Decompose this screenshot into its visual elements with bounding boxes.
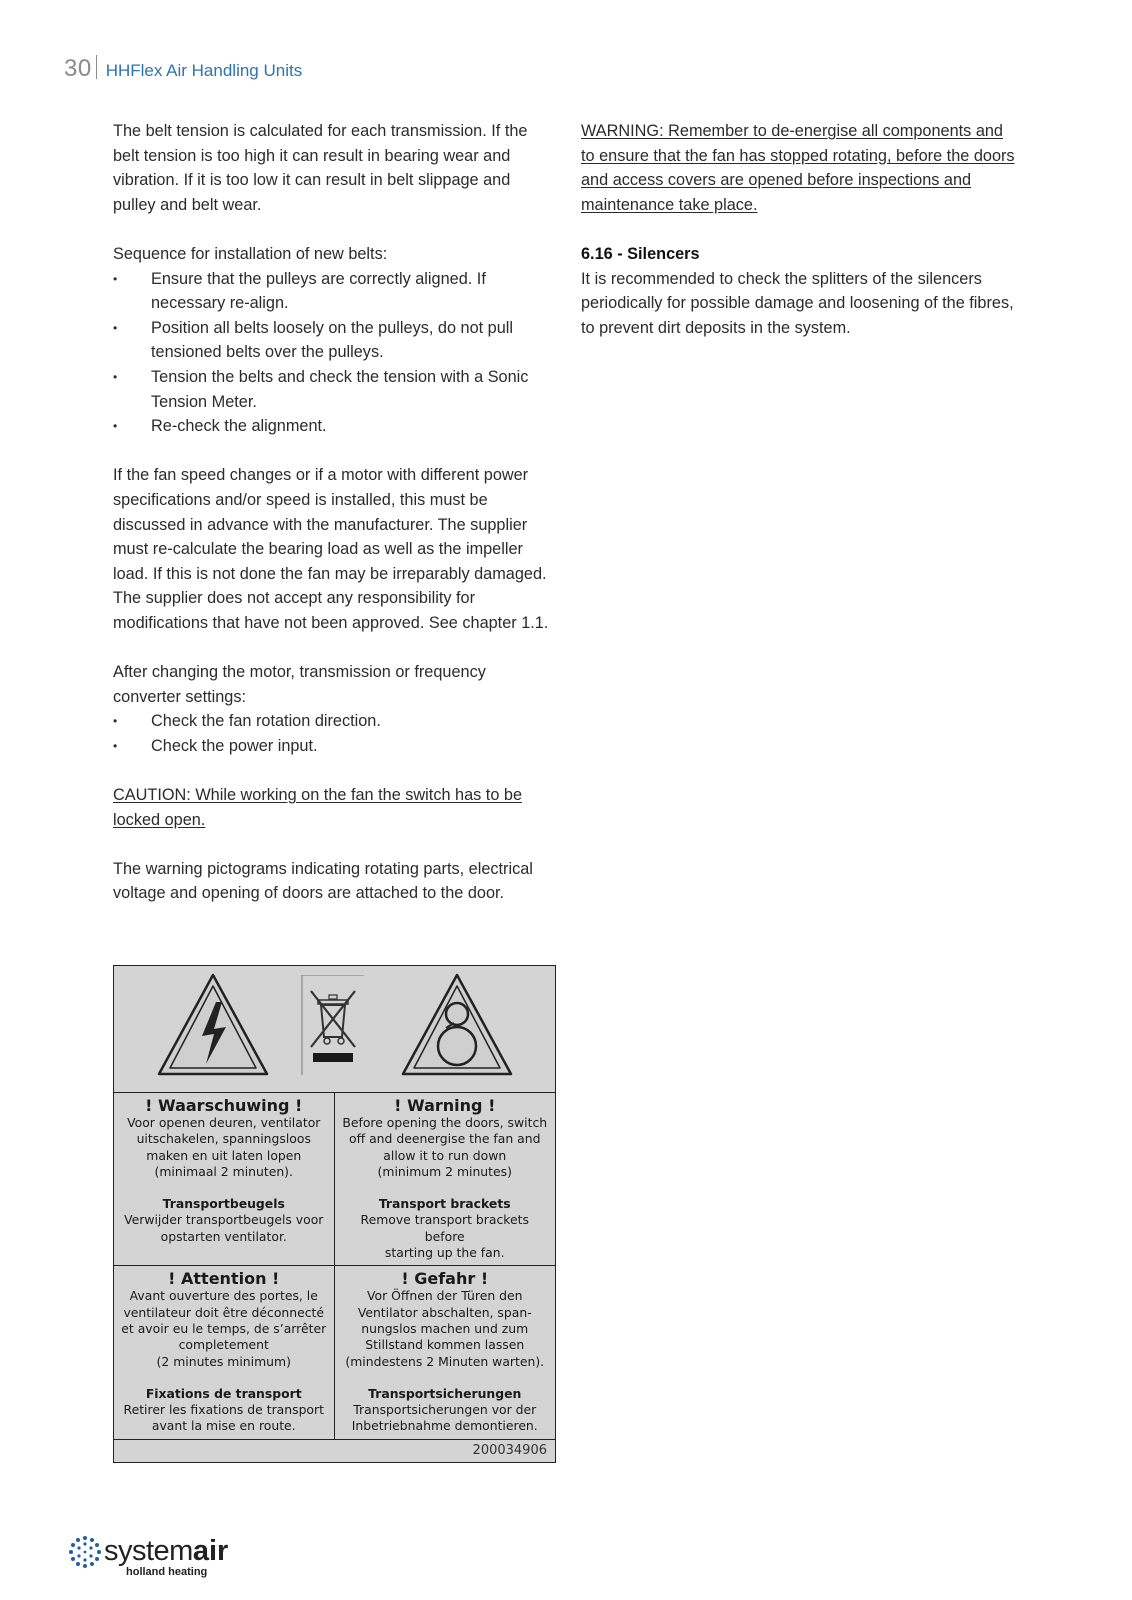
belt-tension-paragraph: The belt tension is calculated for each transmission. If the belt tension is too high it can result in bearing wear and vibration. If it is too low it can result in belt slippage and pulley and belt wear. (113, 122, 528, 214)
list-item: • Check the power input. (113, 734, 557, 759)
transport-line: opstarten ventilator. (160, 1228, 287, 1244)
transport-heading: Transportsicherungen (368, 1385, 522, 1401)
warning-line: (2 minutes minimum) (156, 1353, 291, 1369)
list-item: • Position all belts loosely on the pulleys, do not pull tensioned belts over the pulleys. (113, 316, 557, 365)
transport-heading: Transport brackets (378, 1196, 511, 1212)
high-voltage-warning-icon (156, 972, 270, 1078)
sequence-intro: Sequence for installation of new belts: (113, 244, 388, 263)
warning-line: (minimaal 2 minuten). (154, 1163, 293, 1179)
transport-line: starting up the fan. (384, 1245, 505, 1261)
transport-line: Inbetriebnahme demontieren. (351, 1418, 538, 1434)
warning-sign-label (113, 965, 556, 1463)
german-warning-cell (335, 1266, 556, 1439)
warning-line: Before opening the doors, switch (342, 1115, 548, 1130)
warning-title: ! Gefahr ! (401, 1269, 489, 1289)
after-change-intro: After changing the motor, transmission or frequency converter settings: (113, 663, 486, 706)
warning-line: off and deenergise the fan and (349, 1131, 541, 1147)
header-divider (96, 55, 97, 79)
transport-line: Retirer les fixations de transport (123, 1402, 324, 1418)
transport-heading: Fixations de transport (145, 1385, 302, 1401)
transport-line: Remove transport brackets before (360, 1212, 529, 1244)
warning-line: (minimum 2 minutes) (377, 1163, 512, 1179)
sequence-list (113, 267, 557, 439)
transport-line: Verwijder transportbeugels voor (124, 1212, 324, 1228)
warning-line: Ventilator abschalten, span- (357, 1304, 532, 1320)
warning-line: uitschakelen, spanningsloos (136, 1131, 311, 1147)
french-warning-cell (114, 1266, 335, 1439)
brand-bold: air (192, 1535, 229, 1567)
warning-line: (mindestens 2 Minuten warten). (345, 1353, 545, 1369)
page-header (64, 52, 302, 83)
english-warning-cell (335, 1093, 556, 1266)
transport-line: avant la mise en route. (151, 1418, 296, 1434)
warning-line: Avant ouverture des portes, le (129, 1288, 318, 1304)
caution-note: CAUTION: While working on the fan the switch has to be locked open. (113, 786, 523, 829)
transport-heading: Transportbeugels (162, 1196, 285, 1212)
silencers-paragraph: It is recommended to check the splitters of the silencers periodically for possible damage and loosening of the fibres, to prevent dirt deposits in the system. (581, 269, 1014, 337)
list-item: • Tension the belts and check the tension with a Sonic Tension Meter. (113, 365, 557, 414)
page-number: 30 (64, 55, 92, 82)
warning-line: nungslos machen und zum (361, 1320, 529, 1336)
right-column (581, 119, 1021, 365)
warning-line: allow it to run down (383, 1147, 507, 1163)
weee-crossed-bin-icon (301, 975, 365, 1075)
warning-line: Stillstand kommen lassen (365, 1337, 525, 1353)
warning-title: ! Warning ! (394, 1096, 496, 1115)
warning-line: et avoir eu le temps, de s’arrêter (121, 1320, 327, 1336)
warning-line: ventilateur doit être déconnecté (123, 1304, 325, 1320)
brand-light: system (104, 1535, 193, 1567)
document-title: HHFlex Air Handling Units (105, 61, 303, 80)
warning-title: ! Waarschuwing ! (145, 1096, 303, 1115)
warning-line: Voor openen deuren, ventilator (127, 1115, 321, 1130)
list-item: • Ensure that the pulleys are correctly aligned. If necessary re-align. (113, 267, 557, 316)
brand-wordmark (104, 1535, 228, 1567)
list-item: • Check the fan rotation direction. (113, 709, 557, 734)
label-code: 200034906 (472, 1442, 547, 1458)
warning-title: ! Attention ! (168, 1269, 280, 1289)
transport-line: Transportsicherungen vor der (353, 1402, 537, 1418)
left-column (113, 119, 557, 931)
list-item: • Re-check the alignment. (113, 414, 557, 439)
warning-line: completement (178, 1337, 269, 1353)
pictogram-row (114, 966, 555, 1093)
fan-speed-paragraph: If the fan speed changes or if a motor with different power specifications and/or speed is installed, this must be discussed in advance with the manufacturer. The supplier must re-calculate the bearing load as well as the impeller load. If this is not done the fan may be irreparably damaged. The supplier does not accept any responsibility for modifications that have not been approved. See chapter 1.1. (113, 466, 549, 632)
section-heading: 6.16 - Silencers (581, 244, 700, 263)
systemair-swirl-icon (68, 1535, 102, 1569)
after-change-list (113, 709, 557, 758)
dutch-warning-cell (114, 1093, 335, 1266)
warning-text-grid (114, 1093, 555, 1440)
warning-note: WARNING: Remember to de-energise all components and to ensure that the fan has stopped rotating, before the doors and access covers are opened before inspections and maintenance take place. (581, 122, 1015, 214)
rotating-parts-warning-icon (400, 972, 514, 1078)
brand-tagline: holland heating (126, 1566, 208, 1578)
warning-line: maken en uit laten lopen (146, 1147, 302, 1163)
pictogram-paragraph: The warning pictograms indicating rotating parts, electrical voltage and opening of doors are attached to the door. (113, 859, 533, 903)
warning-line: Vor Öffnen der Türen den (366, 1288, 523, 1304)
